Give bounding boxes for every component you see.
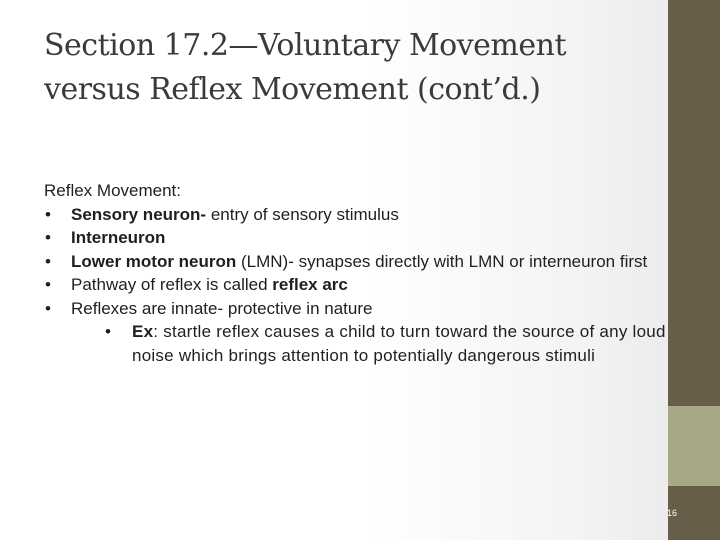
bullet-text: (LMN)- synapses directly with LMN or interneuron first [236, 251, 648, 271]
bullet-bold-term: Ex [132, 322, 154, 341]
sidebar-band-accent [668, 406, 720, 486]
bullet-reflexes [44, 297, 674, 368]
bullet-list [44, 203, 674, 368]
bullet-interneuron [44, 226, 674, 250]
sub-bullet-example [98, 320, 674, 367]
slide-title [44, 24, 659, 112]
bullet-text: entry of sensory stimulus [206, 204, 399, 224]
slide-body [44, 179, 674, 367]
bullet-bold-term: Lower motor neuron [71, 251, 237, 271]
bullet-sensory-neuron [44, 203, 674, 227]
page-number: 16 [666, 508, 677, 518]
bullet-text: : startle reflex causes a child to turn toward the source of any loud noise which brings attention to potentially dangerous stimuli [132, 322, 666, 365]
bullet-pathway [44, 273, 674, 297]
sidebar-band-top [668, 0, 720, 406]
bullet-text: Pathway of reflex is called [71, 275, 273, 294]
bullet-lower-motor-neuron [44, 250, 674, 274]
bullet-bold-term: Sensory neuron- [71, 204, 207, 224]
bullet-bold-term: reflex arc [272, 275, 348, 294]
bullet-text: Reflexes are innate- protective in nature [71, 298, 373, 318]
intro-text: Reflex Movement: [44, 181, 181, 200]
bullet-bold-term: Interneuron [71, 228, 166, 247]
slide-title-line-2: versus Reflex Movement (cont’d.) [44, 72, 541, 107]
slide-title-line-1: Section 17.2—Voluntary Movement [44, 28, 567, 63]
sub-bullet-list [71, 320, 674, 367]
